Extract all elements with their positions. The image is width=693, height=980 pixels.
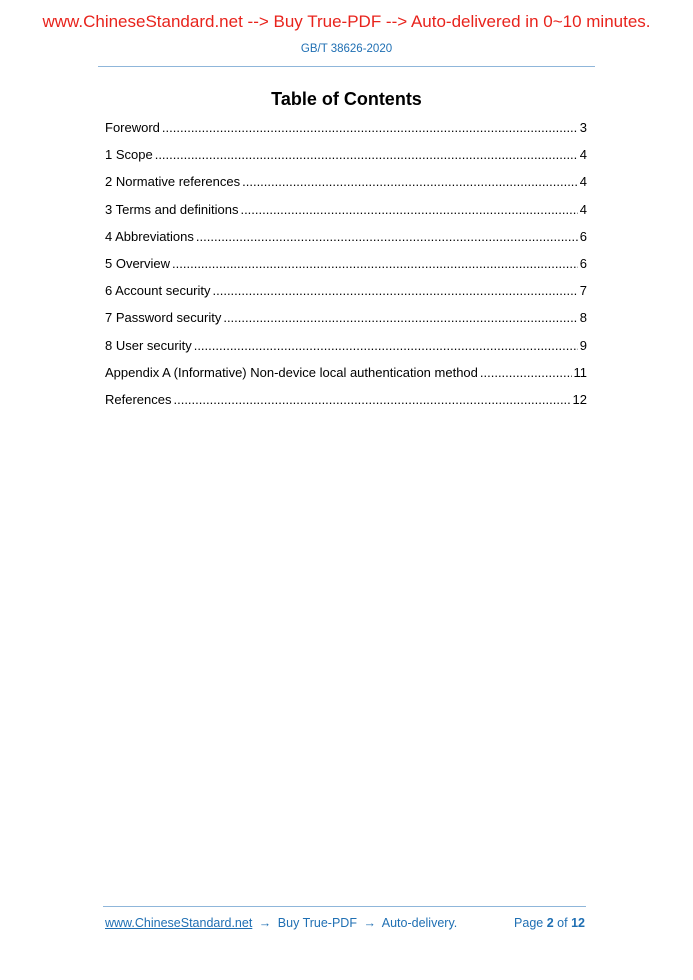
- toc-entry-page[interactable]: 4: [579, 174, 587, 190]
- toc-entry-label[interactable]: Appendix A (Informative) Non-device local authentication method: [105, 364, 478, 380]
- page-current: 2: [546, 916, 554, 930]
- footer-divider: [103, 906, 586, 907]
- toc-entry-label[interactable]: 8 User security: [105, 337, 192, 353]
- toc-leader-dots: [194, 338, 578, 353]
- toc-entry-page[interactable]: 4: [579, 201, 587, 217]
- toc-entry-page[interactable]: 11: [573, 364, 587, 380]
- toc-entry-page[interactable]: 12: [572, 391, 587, 407]
- toc-entry-label[interactable]: 3 Terms and definitions: [105, 201, 239, 217]
- toc-entry-label[interactable]: 5 Overview: [105, 255, 171, 271]
- footer-promo: [105, 916, 457, 930]
- page-number: [514, 916, 585, 930]
- toc-leader-dots: [155, 147, 578, 162]
- page-total: 12: [571, 916, 585, 930]
- toc-entry-page[interactable]: 7: [579, 283, 587, 299]
- toc-title: Table of Contents: [271, 89, 422, 109]
- page-of-label: of: [557, 916, 568, 930]
- standard-code: GB/T 38626-2020: [300, 43, 393, 55]
- toc-entry[interactable]: [105, 310, 587, 337]
- toc-entry[interactable]: [105, 256, 587, 283]
- toc-entry[interactable]: [105, 229, 587, 256]
- toc-leader-dots: [213, 283, 578, 298]
- toc-list: [105, 120, 587, 419]
- page-footer: [105, 916, 585, 934]
- toc-entry-label[interactable]: References: [105, 391, 172, 407]
- toc-entry-label[interactable]: 6 Account security: [105, 283, 211, 299]
- toc-leader-dots: [223, 310, 577, 325]
- toc-entry[interactable]: [105, 392, 587, 419]
- toc-entry[interactable]: [105, 283, 587, 310]
- toc-entry-label[interactable]: 4 Abbreviations: [105, 228, 194, 244]
- toc-entry[interactable]: [105, 147, 587, 174]
- toc-entry-page[interactable]: 6: [579, 255, 587, 271]
- toc-entry-page[interactable]: 3: [579, 120, 587, 135]
- toc-entry-label[interactable]: 1 Scope: [105, 147, 153, 163]
- toc-leader-dots: [242, 174, 578, 189]
- promo-banner[interactable]: www.ChineseStandard.net --> Buy True-PDF --> Auto-delivered in 0~10 minutes.: [42, 12, 651, 31]
- toc-entry-page[interactable]: 9: [579, 337, 587, 353]
- toc-entry[interactable]: [105, 365, 587, 392]
- toc-entry-label[interactable]: 2 Normative references: [105, 174, 241, 190]
- footer-site-link[interactable]: www.ChineseStandard.net: [105, 916, 253, 930]
- toc-entry[interactable]: [105, 120, 587, 147]
- toc-entry-label[interactable]: 7 Password security: [105, 310, 222, 326]
- toc-entry[interactable]: [105, 174, 587, 201]
- footer-delivery-text: Auto-delivery.: [381, 916, 458, 930]
- right-arrow-icon: →: [363, 916, 376, 930]
- header-divider: [98, 66, 595, 67]
- toc-entry-page[interactable]: 8: [579, 310, 587, 326]
- toc-leader-dots: [480, 365, 572, 380]
- toc-entry[interactable]: [105, 202, 587, 229]
- right-arrow-icon: →: [258, 916, 272, 930]
- toc-entry-page[interactable]: 6: [579, 228, 587, 244]
- toc-entry-label[interactable]: Foreword: [105, 120, 160, 135]
- page-label: Page: [514, 916, 544, 930]
- toc-leader-dots: [162, 120, 578, 135]
- toc-leader-dots: [196, 229, 578, 244]
- toc-leader-dots: [173, 392, 570, 407]
- footer-buy-text: Buy True-PDF: [277, 916, 357, 930]
- toc-entry-page[interactable]: 4: [579, 147, 587, 163]
- toc-entry[interactable]: [105, 338, 587, 365]
- toc-leader-dots: [172, 256, 578, 271]
- toc-leader-dots: [240, 202, 577, 217]
